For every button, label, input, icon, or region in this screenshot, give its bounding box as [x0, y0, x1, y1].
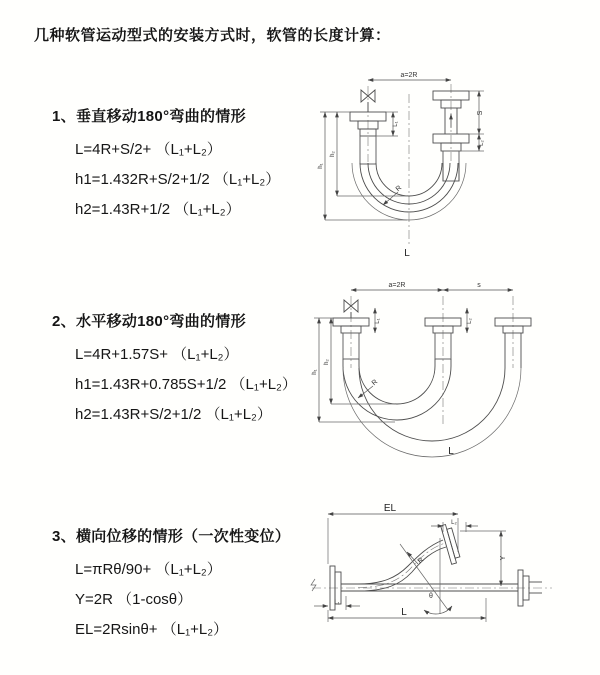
dimension-end2: [467, 308, 473, 333]
dim-label-a2r: a=2R: [388, 282, 406, 289]
diagram-vertical-180-bend: [303, 66, 598, 266]
dimension-end1: [375, 308, 381, 333]
dim-label-h1: h₁: [318, 163, 324, 169]
dim-label-r: R: [416, 556, 426, 566]
formula-h2: h2=1.43R+1/2 （L₁+L₂）: [75, 201, 241, 218]
dim-label-s: S: [477, 110, 484, 116]
centerlines: [368, 84, 451, 246]
dim-label-s: s: [477, 282, 481, 289]
dim-label-h2: h₂: [330, 151, 336, 157]
diagram-1-drawing: [303, 66, 598, 266]
dim-label-a2r: a=2R: [400, 72, 418, 79]
dimension-end1: [376, 112, 399, 136]
dimension-heights: [318, 112, 407, 220]
dim-label-theta: θ: [429, 593, 433, 600]
formula-length: L=4R+S/2+ （L₁+L₂）: [75, 141, 222, 158]
formula-el: EL=2Rsinθ+ （L₁+L₂）: [75, 621, 229, 638]
dim-label-l1: L₁: [393, 121, 399, 127]
dim-label-h1: h₁: [312, 369, 318, 375]
dim-label-length: L: [401, 607, 407, 618]
formula-h1: h1=1.432R+S/2+1/2 （L₁+L₂）: [75, 171, 281, 188]
dim-label-l2: L₂: [479, 140, 485, 146]
dim-label-r: R: [370, 378, 380, 388]
dim-label-r: R: [394, 184, 404, 194]
dim-label-l1: L₁: [334, 600, 340, 606]
dim-label-l1: L₁: [375, 318, 381, 324]
dim-label-h2: h₂: [324, 359, 330, 365]
dim-label-l2: L₂: [467, 318, 473, 324]
formula-h1: h1=1.43R+0.785S+1/2 （L₁+L₂）: [75, 376, 297, 393]
diagram-lateral-displacement: [300, 498, 600, 658]
diagram-horizontal-180-bend: [303, 276, 598, 468]
dimension-width: [368, 72, 451, 80]
section-vertical-movement: [52, 105, 280, 225]
diagram-3-drawing: [300, 498, 600, 658]
formula-h2: h2=1.43R+S/2+1/2 （L₁+L₂）: [75, 406, 272, 423]
dimension-width: [351, 282, 513, 290]
section-horizontal-movement: [52, 310, 297, 430]
formula-length: L=πRθ/90+ （L₁+L₂）: [75, 561, 222, 578]
dim-label-l2: L₂: [451, 520, 457, 526]
diagram-2-drawing: [303, 276, 598, 468]
dimension-length: [328, 598, 486, 622]
dimension-offset: [460, 531, 507, 586]
formula-y: Y=2R （1-cosθ）: [75, 591, 193, 608]
formula-length: L=4R+1.57S+ （L₁+L₂）: [75, 346, 239, 363]
radius-callout: [358, 379, 379, 398]
dim-label-length: L: [448, 446, 454, 457]
dimension-heights: [312, 318, 395, 422]
dim-label-length: L: [404, 248, 410, 259]
centerline-mark: [311, 579, 316, 591]
dim-label-y: Y: [500, 555, 507, 561]
hose-curves: [343, 344, 521, 457]
section-2-heading: 2、水平移动180°弯曲的情形: [52, 313, 246, 330]
dim-label-el: EL: [383, 503, 397, 514]
dimension-end1: [314, 596, 360, 610]
section-1-heading: 1、垂直移动180°弯曲的情形: [52, 108, 246, 125]
dimension-el: [328, 503, 458, 564]
section-3-heading: 3、横向位移的情形（一次性变位）: [52, 528, 291, 545]
page-title: 几种软管运动型式的安装方式时，软管的长度计算：: [34, 27, 391, 44]
section-lateral-displacement: [52, 525, 290, 645]
dimension-end2: [431, 520, 478, 532]
